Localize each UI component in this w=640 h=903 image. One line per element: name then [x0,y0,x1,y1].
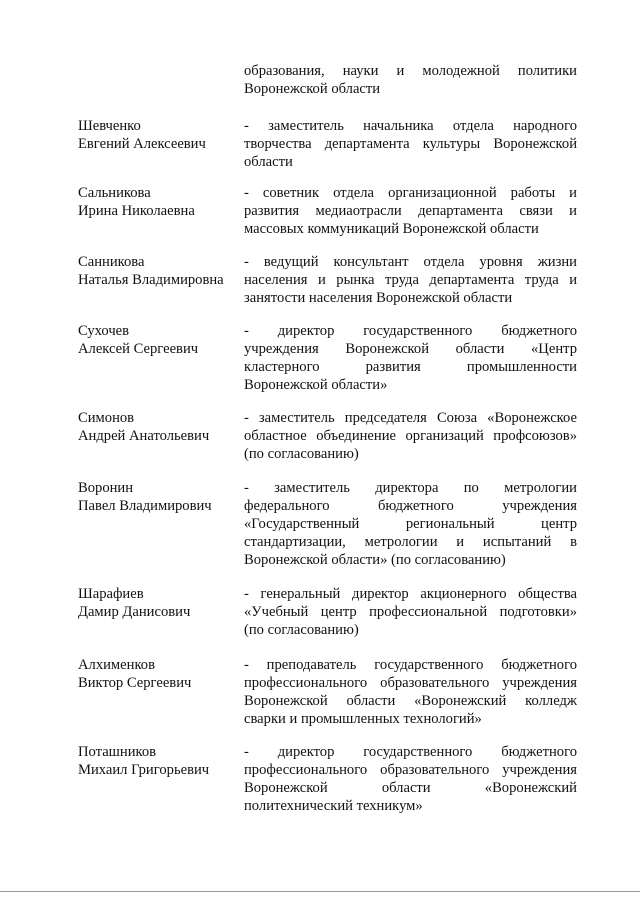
member-surname: Шевченко [78,118,141,134]
member-position [244,253,577,307]
description-line: - директор государственного бюджетного [244,744,577,760]
description-line: - заместитель начальника отдела народного [244,118,577,134]
description-line: Воронежской области» (по согласованию) [244,552,506,568]
member-name [78,184,243,220]
member-name [78,409,243,445]
description-line: кластерного развития промышленности [244,359,577,375]
member-given-names: Павел Владимирович [78,498,212,514]
description-line: занятости населения Воронежской области [244,290,513,306]
member-surname: Алхименков [78,657,155,673]
member-given-names: Наталья Владимировна [78,272,224,288]
member-surname: Симонов [78,410,135,426]
member-given-names: Виктор Сергеевич [78,675,192,691]
member-position [244,184,577,238]
member-surname: Санникова [78,254,145,270]
description-line: профессионального образовательного учреждения [244,762,577,778]
member-surname: Воронин [78,480,134,496]
description-line: - заместитель председателя Союза «Воронежское [244,410,577,426]
member-name [78,656,243,692]
member-position [244,117,577,171]
member-surname: Шарафиев [78,586,144,602]
member-position [244,656,577,728]
member-name [78,585,243,621]
description-line: области [244,154,293,170]
description-line: политехнический техникум» [244,798,423,814]
member-name [78,117,243,153]
description-line: творчества департамента культуры Воронежской [244,136,577,152]
description-line: - преподаватель государственного бюджетного [244,657,577,673]
description-line: - советник отдела организационной работы и [244,185,577,201]
description-line: Воронежской области» [244,377,388,393]
description-line: сварки и промышленных технологий» [244,711,482,727]
member-given-names: Евгений Алексеевич [78,136,206,152]
member-name [78,322,243,358]
description-line: профессионального образовательного учреждения [244,675,577,691]
description-line: Воронежской области «Воронежский колледж [244,693,577,709]
description-line: Воронежской области «Воронежский [244,780,577,796]
description-line: населения и рынка труда департамента труда и [244,272,577,288]
member-position [244,479,577,569]
member-given-names: Михаил Григорьевич [78,762,210,778]
member-surname: Сальникова [78,185,151,201]
description-line: развития медиаотрасли департамента связи и [244,203,577,219]
description-line: - директор государственного бюджетного [244,323,577,339]
continued-description [244,62,577,98]
description-line: Воронежской области [244,81,381,97]
description-line: учреждения Воронежской области «Центр [244,341,577,357]
member-position [244,585,577,639]
page-bottom-edge [0,891,640,892]
member-surname: Поташников [78,744,157,760]
member-position [244,743,577,815]
member-surname: Сухочев [78,323,130,339]
description-line: (по согласованию) [244,446,359,462]
member-given-names: Ирина Николаевна [78,203,195,219]
member-given-names: Дамир Данисович [78,604,191,620]
member-given-names: Алексей Сергеевич [78,341,199,357]
member-position [244,409,577,463]
member-given-names: Андрей Анатольевич [78,428,210,444]
member-position [244,322,577,394]
description-line: образования, науки и молодежной политики [244,63,577,79]
member-name [78,253,243,289]
description-line: - заместитель директора по метрологии [244,480,577,496]
description-line: - ведущий консультант отдела уровня жизни [244,254,577,270]
member-name [78,479,243,515]
description-line: стандартизации, метрологии и испытаний в [244,534,577,550]
description-line: (по согласованию) [244,622,359,638]
description-line: областное объединение организаций профсоюзов» [244,428,577,444]
member-name [78,743,243,779]
description-line: «Государственный региональный центр [244,516,577,532]
description-line: - генеральный директор акционерного общества [244,586,577,602]
description-line: массовых коммуникаций Воронежской области [244,221,539,237]
description-line: федерального бюджетного учреждения [244,498,577,514]
description-line: «Учебный центр профессиональной подготовки» [244,604,577,620]
